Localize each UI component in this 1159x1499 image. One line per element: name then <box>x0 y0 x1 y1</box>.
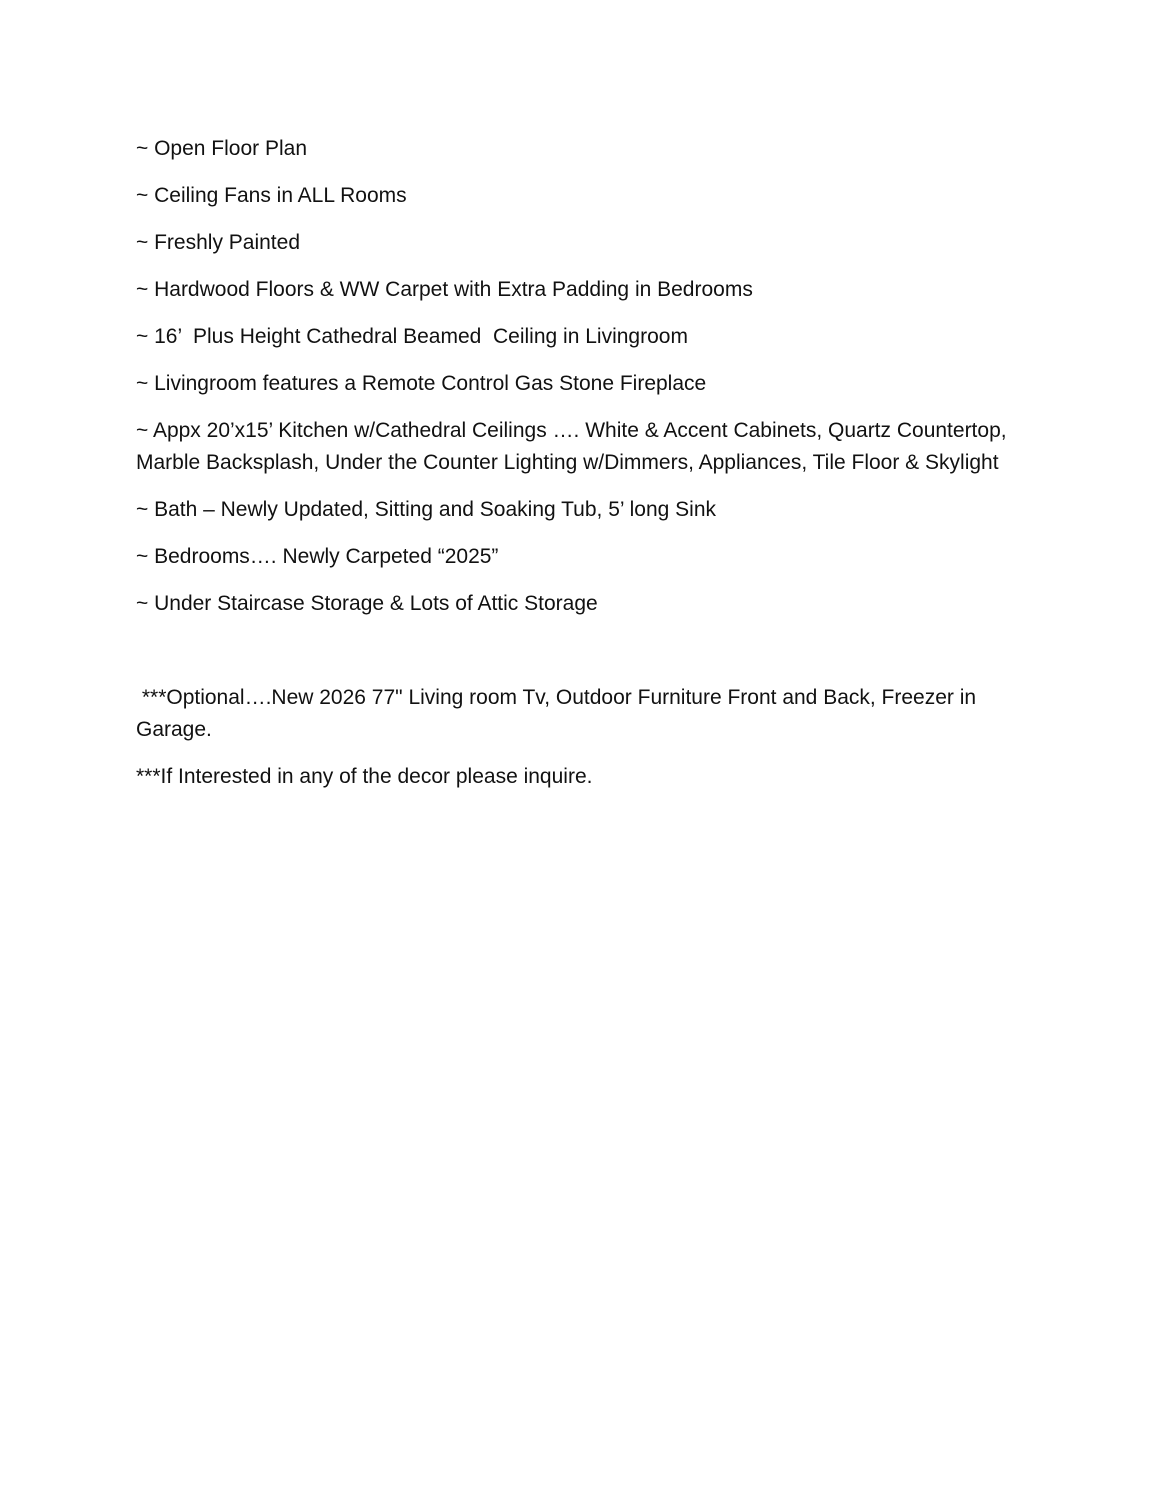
feature-line: ~ Livingroom features a Remote Control Gas Stone Fireplace <box>136 372 707 395</box>
feature-line: ~ Ceiling Fans in ALL Rooms <box>136 184 407 207</box>
feature-line: ~ Bath – Newly Updated, Sitting and Soaking Tub, 5’ long Sink <box>136 498 717 521</box>
optional-note: ***Optional….New 2026 77" Living room Tv, Outdoor Furniture Front and Back, Freezer in Garage. <box>136 686 982 741</box>
feature-line: ~ 16’ Plus Height Cathedral Beamed Ceiling in Livingroom <box>136 325 688 348</box>
feature-line: ~ Hardwood Floors & WW Carpet with Extra Padding in Bedrooms <box>136 278 753 301</box>
feature-line: ~ Appx 20’x15’ Kitchen w/Cathedral Ceilings …. White & Accent Cabinets, Quartz Countertop, Marble Backsplash, Under the Counter Lighting w/Dimmers, Appliances, Tile Floor & Skylight <box>136 419 1013 474</box>
feature-line: ~ Under Staircase Storage & Lots of Attic Storage <box>136 592 598 615</box>
feature-line: ~ Bedrooms…. Newly Carpeted “2025” <box>136 545 499 568</box>
feature-line: ~ Open Floor Plan <box>136 137 308 160</box>
document-body <box>136 133 1016 808</box>
feature-line: ~ Freshly Painted <box>136 231 301 254</box>
inquire-note: ***If Interested in any of the decor please inquire. <box>136 765 593 788</box>
section-spacer <box>136 635 1016 682</box>
